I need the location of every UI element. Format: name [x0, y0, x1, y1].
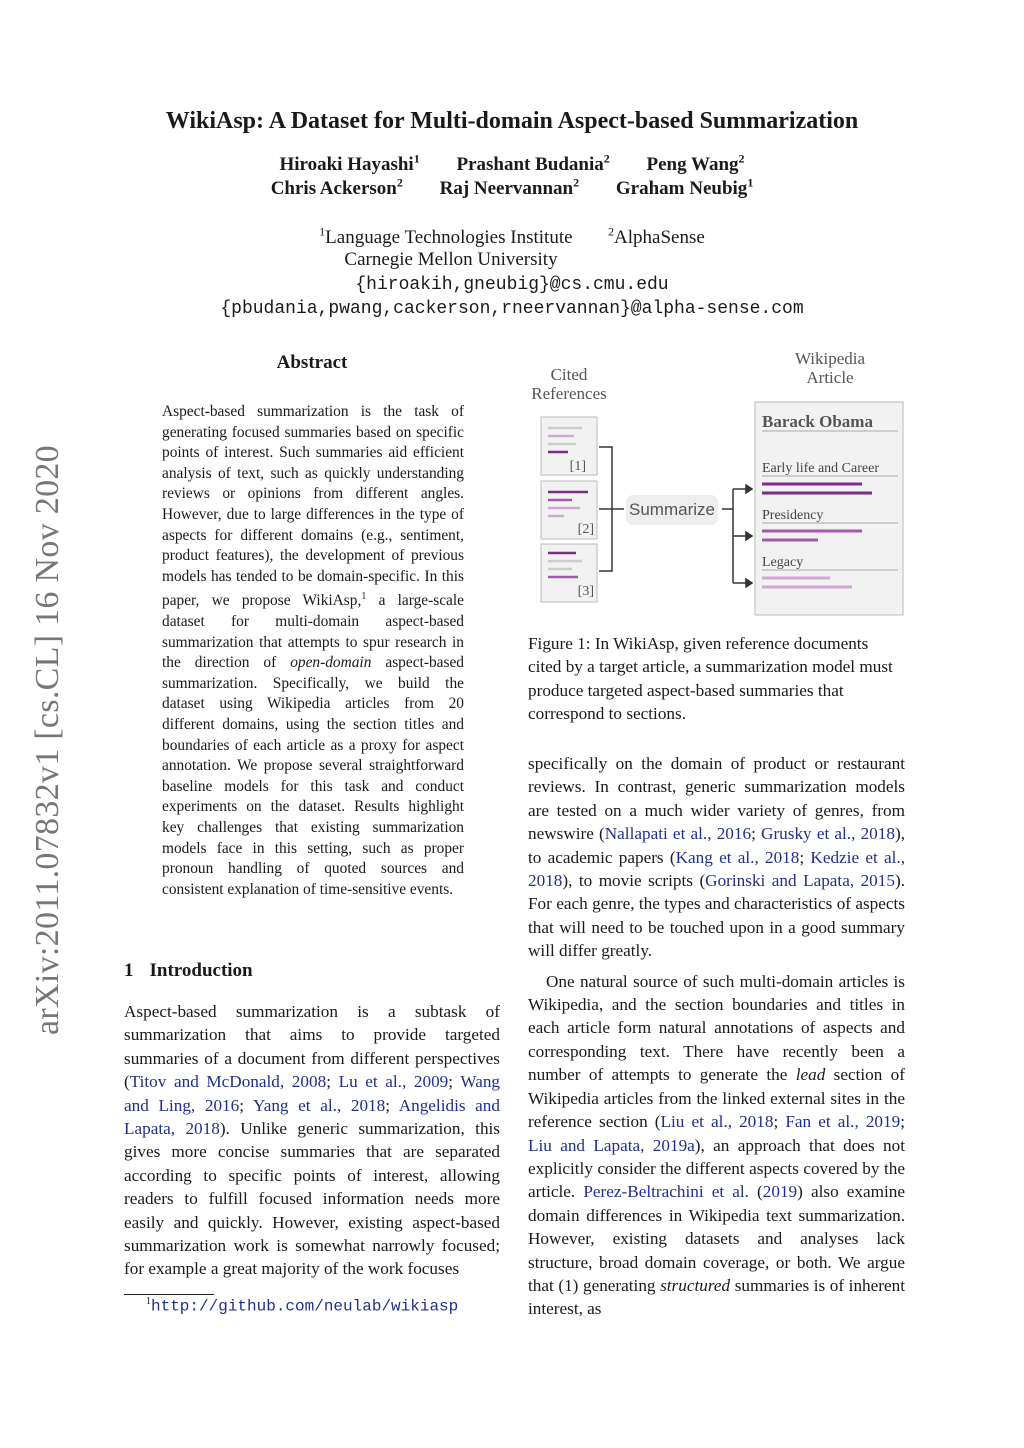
citation-link[interactable]: Kang et al., 2018 [675, 847, 800, 867]
citation-link[interactable]: Yang et al., 2018 [253, 1095, 386, 1115]
cited-label-1: Cited [550, 365, 588, 384]
wiki-label-1: Wikipedia [794, 349, 866, 368]
wikipedia-article [755, 402, 903, 615]
footnote-url-link[interactable]: http://github.com/neulab/wikiasp [151, 1297, 459, 1316]
citation-link[interactable]: Fan et al., 2019 [785, 1112, 901, 1132]
arxiv-stamp [8, 420, 88, 1060]
citation-link[interactable]: 2019 [762, 1182, 798, 1202]
citation-link[interactable]: Nallapati et al., 2016 [604, 824, 752, 844]
author-line-2 [0, 176, 1024, 200]
reference-doc-2 [541, 481, 597, 539]
citation-link[interactable]: Lu et al., 2009 [338, 1072, 449, 1092]
reference-doc-3 [541, 544, 597, 602]
ref-label: [2] [577, 522, 594, 537]
paragraph: specifically on the domain of product or restaurant reviews. In contrast, generic summarization models are tested on a much wider variety of genres, from newswire (Nallapati et al., 2016; Grusky et al., 2018), to academic papers (Kang et al., 2018; Kedzie et al., 2018), to movie scripts (Gorinski and Lapata, 2015). For each genre, the types and characteristics of aspects that will need to be touched upon in a good summary will differ greatly. [528, 754, 905, 961]
citation-link[interactable]: Grusky et al., 2018 [761, 824, 895, 844]
summarize-label: Summarize [629, 500, 715, 519]
ref-label: [1] [569, 459, 586, 474]
citation-link[interactable]: Liu et al., 2018 [660, 1112, 774, 1132]
right-bracket [722, 489, 733, 583]
author: Raj Neervannan$^2$ [439, 176, 580, 200]
citation-link[interactable]: Kedzie et al., 2018 [528, 847, 905, 891]
citation-link[interactable]: Liu and Lapata, 2019a [528, 1135, 695, 1155]
cited-label-2: References [531, 384, 607, 403]
author-line-1 [0, 152, 1024, 176]
wiki-label-2: Article [806, 368, 854, 387]
article-title: Barack Obama [762, 412, 873, 431]
left-bracket [599, 447, 624, 571]
right-column-text [528, 752, 905, 1321]
abstract-heading: Abstract [276, 352, 348, 373]
section-presidency: Presidency [762, 508, 824, 523]
citation-link[interactable]: Angelidis and Lapata, 2018 [124, 1095, 500, 1139]
affiliation-line [0, 225, 1024, 249]
intro-paragraph: Aspect-based summarization is a subtask of summarization that aims to provide targeted summaries of a document from different perspectives (Titov and McDonald, 2008; Lu et al., 2009; Wang and Ling, 2016; Yang et al., 2018; Angelidis and Lapata, 2018). Unlike generic summarization, this gives more concise summaries that are separated according to specific points of interest, allowing readers to fulfill focused information needs more easily and quickly. However, existing aspect-based summarization work is somewhat narrowly focused; for example a great majority of the work focuses [124, 1002, 501, 1279]
affiliation-university: Carnegie Mellon University [344, 249, 558, 270]
figure-1 [528, 345, 908, 625]
affiliation-1: $^1$Language Technologies Institute [319, 225, 573, 249]
citation-link[interactable]: Perez-Beltrachini et al. [583, 1182, 749, 1202]
arrows [733, 485, 752, 587]
author: Peng Wang$^2$ [646, 152, 745, 176]
ref-label: [3] [577, 584, 594, 599]
affiliation-2: $^2$AlphaSense [608, 225, 705, 249]
paper-title: WikiAsp: A Dataset for Multi-domain Aspect-based Summarization [165, 108, 859, 134]
author: Graham Neubig$^1$ [615, 176, 754, 200]
section-heading: 1 Introduction [124, 960, 253, 981]
figure-caption: Figure 1: In WikiAsp, given reference documents cited by a target article, a summarization model must produce targeted aspect-based summaries that correspond to sections. [528, 634, 893, 724]
footnote-divider [124, 1294, 214, 1295]
email-cmu: {hiroakih,gneubig}@cs.cmu.edu [355, 275, 669, 295]
arxiv-id: arXiv:2011.07832v1 [cs.CL] 16 Nov 2020 [29, 445, 66, 1035]
citation-link[interactable]: Gorinski and Lapata, 2015 [705, 871, 895, 891]
citation-link[interactable]: Wang and Ling, 2016 [124, 1072, 501, 1115]
footnote: $^1$http://github.com/neulab/wikiasp [146, 1296, 459, 1316]
author: Hiroaki Hayashi$^1$ [279, 152, 420, 176]
abstract-text: Aspect-based summarization is the task of generating focused summaries based on specific points of interest. Such summaries aid efficient analysis of text, such as quickly understanding reviews or opinions from different angles. However, due to large differences in the type of aspects for different domains (e.g., sentiment, product features), the development of previous models has tended to be domain-specific. In this paper, we propose WikiAsp,$^1$ a large-scale dataset for multi-domain aspect-based summarization that attempts to spur research in the direction of open-domain aspect-based summarization. Specifically, we build the dataset using Wikipedia articles from 20 different domains, using the section titles and boundaries of each article as a proxy for aspect annotation. We propose several straightforward baseline models for this task and conduct experiments on the dataset. Results highlight key challenges that existing summarization models face in this setting, such as proper pronoun handling of quoted sources and consistent explanation of time-sensitive events. [162, 403, 464, 898]
footnote-mark[interactable]: 1 [361, 591, 367, 603]
email-alphasense: {pbudania,pwang,cackerson,rneervannan}@alpha-sense.com [220, 299, 804, 319]
author: Prashant Budania$^2$ [456, 152, 610, 176]
author: Chris Ackerson$^2$ [270, 176, 403, 200]
section-early-life: Early life and Career [762, 461, 879, 476]
reference-doc-1 [541, 417, 597, 475]
paragraph: One natural source of such multi-domain articles is Wikipedia, and the section boundaries and titles in each article form natural annotations of aspects and corresponding text. There have recently been a number of attempts to generate the lead section of Wikipedia articles from the linked external sites in the reference section (Liu et al., 2018; Fan et al., 2019; Liu and Lapata, 2019a), an approach that does not explicitly consider the different aspects covered by the article. Perez-Beltrachini et al. (2019) also examine domain differences in Wikipedia text summarization. However, existing datasets and analyses lack structure, broad domain coverage, or both. We argue that (1) generating structured summaries is of inherent interest, as [528, 971, 905, 1319]
citation-link[interactable]: Titov and McDonald, 2008 [129, 1072, 327, 1092]
section-legacy: Legacy [762, 555, 804, 570]
